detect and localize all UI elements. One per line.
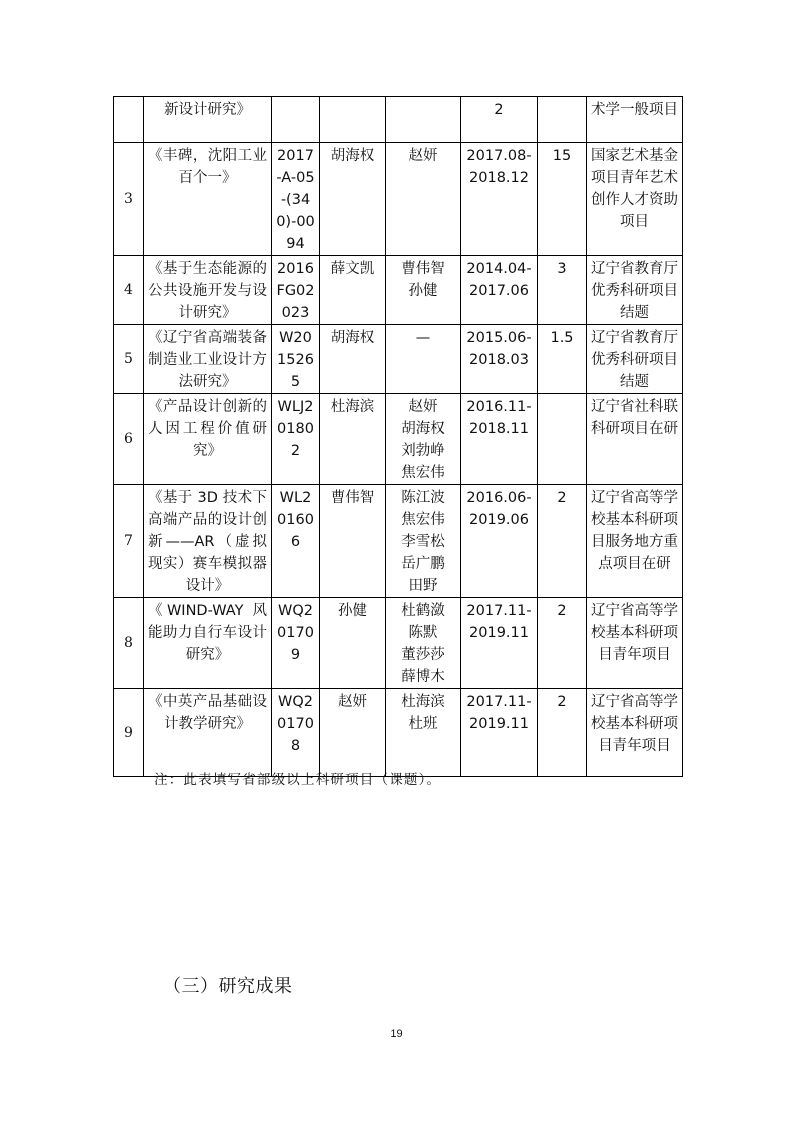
project-name-cell: 《产品设计创新的人因工程价值研究》 bbox=[144, 394, 272, 485]
project-code-cell: W2015265 bbox=[272, 325, 320, 394]
project-members-cell bbox=[386, 325, 461, 394]
project-code-cell: WQ201709 bbox=[272, 598, 320, 689]
project-name-cell: 《WIND-WAY 风能助力自行车设计研究》 bbox=[144, 598, 272, 689]
project-period-cell: 2017.11-2019.11 bbox=[461, 598, 538, 689]
project-leader-cell: 胡海权 bbox=[320, 325, 386, 394]
project-members-cell bbox=[386, 256, 461, 325]
project-period-cell: 2015.06-2018.03 bbox=[461, 325, 538, 394]
member-name: 赵妍 bbox=[408, 399, 438, 415]
member-name: 杜班 bbox=[408, 716, 438, 732]
project-members-cell bbox=[386, 598, 461, 689]
row-number-cell: 3 bbox=[114, 143, 144, 256]
project-source-cell: 辽宁省高等学校基本科研项目青年项目 bbox=[587, 598, 683, 689]
project-name-cell: 《基于 3D 技术下高端产品的设计创新——AR（虚拟现实）赛车模拟器设计》 bbox=[144, 485, 272, 598]
row-number-cell: 5 bbox=[114, 325, 144, 394]
row-number-cell: 9 bbox=[114, 689, 144, 777]
project-funding-cell: 2 bbox=[538, 689, 587, 777]
project-source-cell: 辽宁省高等学校基本科研项目青年项目 bbox=[587, 689, 683, 777]
project-funding-cell bbox=[538, 97, 587, 143]
table-footnote: 注：此表填写省部级以上科研项目（课题）。 bbox=[154, 772, 442, 788]
project-source-cell: 辽宁省高等学校基本科研项目服务地方重点项目在研 bbox=[587, 485, 683, 598]
row-number-cell: 6 bbox=[114, 394, 144, 485]
member-name: 杜鹤潋 bbox=[401, 603, 445, 619]
project-source-cell: 国家艺术基金项目青年艺术创作人才资助项目 bbox=[587, 143, 683, 256]
table-row bbox=[114, 97, 683, 143]
project-period-cell: 2016.11-2018.11 bbox=[461, 394, 538, 485]
project-code-cell: WQ201708 bbox=[272, 689, 320, 777]
table-row bbox=[114, 325, 683, 394]
member-name: 赵妍 bbox=[408, 148, 438, 164]
project-leader-cell: 薛文凯 bbox=[320, 256, 386, 325]
project-members-cell bbox=[386, 143, 461, 256]
project-members-cell bbox=[386, 689, 461, 777]
project-source-cell: 术学一般项目 bbox=[587, 97, 683, 143]
project-funding-cell bbox=[538, 394, 587, 485]
project-period-cell: 2017.08-2018.12 bbox=[461, 143, 538, 256]
member-name: 陈默 bbox=[408, 625, 438, 641]
project-leader-cell: 赵妍 bbox=[320, 689, 386, 777]
row-number-cell: 4 bbox=[114, 256, 144, 325]
table-row bbox=[114, 143, 683, 256]
project-period-cell: 2016.06-2019.06 bbox=[461, 485, 538, 598]
project-code-cell: 2016FG02023 bbox=[272, 256, 320, 325]
project-name-cell: 《中英产品基础设计教学研究》 bbox=[144, 689, 272, 777]
member-name: 杜海滨 bbox=[401, 694, 445, 710]
project-period-cell: 2017.11-2019.11 bbox=[461, 689, 538, 777]
project-funding-cell: 15 bbox=[538, 143, 587, 256]
table-row bbox=[114, 598, 683, 689]
project-source-cell: 辽宁省教育厅优秀科研项目结题 bbox=[587, 325, 683, 394]
member-name: 刘勃峥 bbox=[401, 443, 445, 459]
member-name: 陈江波 bbox=[401, 490, 445, 506]
project-name-cell: 新设计研究》 bbox=[144, 97, 272, 143]
member-name: 田野 bbox=[408, 578, 438, 594]
member-name: 焦宏伟 bbox=[401, 465, 445, 481]
project-leader-cell: 曹伟智 bbox=[320, 485, 386, 598]
project-code-cell: WL201606 bbox=[272, 485, 320, 598]
row-number-cell: 8 bbox=[114, 598, 144, 689]
project-funding-cell: 2 bbox=[538, 485, 587, 598]
project-leader-cell bbox=[320, 97, 386, 143]
member-name: 胡海权 bbox=[401, 421, 445, 437]
table-body bbox=[114, 97, 683, 777]
project-code-cell: WLJ201802 bbox=[272, 394, 320, 485]
project-members-cell bbox=[386, 97, 461, 143]
project-name-cell: 《基于生态能源的公共设施开发与设计研究》 bbox=[144, 256, 272, 325]
project-members-cell bbox=[386, 485, 461, 598]
project-name-cell: 《丰碑，沈阳工业百个一》 bbox=[144, 143, 272, 256]
member-name: 薛博木 bbox=[401, 669, 445, 685]
row-number-cell: 7 bbox=[114, 485, 144, 598]
project-code-cell: 2017-A-05-(340)-0094 bbox=[272, 143, 320, 256]
project-leader-cell: 杜海滨 bbox=[320, 394, 386, 485]
project-code-cell bbox=[272, 97, 320, 143]
member-name: 曹伟智 bbox=[401, 261, 445, 277]
table-row bbox=[114, 485, 683, 598]
member-name: 董莎莎 bbox=[401, 647, 445, 663]
page-number: 19 bbox=[390, 1028, 403, 1040]
project-name-cell: 《辽宁省高端装备制造业工业设计方法研究》 bbox=[144, 325, 272, 394]
project-period-cell: 2014.04-2017.06 bbox=[461, 256, 538, 325]
project-source-cell: 辽宁省教育厅优秀科研项目结题 bbox=[587, 256, 683, 325]
table-row bbox=[114, 256, 683, 325]
project-source-cell: 辽宁省社科联科研项目在研 bbox=[587, 394, 683, 485]
table-row bbox=[114, 394, 683, 485]
project-funding-cell: 3 bbox=[538, 256, 587, 325]
project-funding-cell: 1.5 bbox=[538, 325, 587, 394]
project-funding-cell: 2 bbox=[538, 598, 587, 689]
member-name: 孙健 bbox=[408, 283, 438, 299]
member-name: 岳广鹏 bbox=[401, 556, 445, 572]
table-row bbox=[114, 689, 683, 777]
member-name: 焦宏伟 bbox=[401, 512, 445, 528]
member-name: — bbox=[415, 330, 431, 346]
project-members-cell bbox=[386, 394, 461, 485]
section-heading: （三）研究成果 bbox=[163, 976, 293, 997]
project-leader-cell: 孙健 bbox=[320, 598, 386, 689]
row-number-cell bbox=[114, 97, 144, 143]
project-period-cell: 2 bbox=[461, 97, 538, 143]
research-projects-table bbox=[113, 96, 683, 777]
project-leader-cell: 胡海权 bbox=[320, 143, 386, 256]
member-name: 李雪松 bbox=[401, 534, 445, 550]
